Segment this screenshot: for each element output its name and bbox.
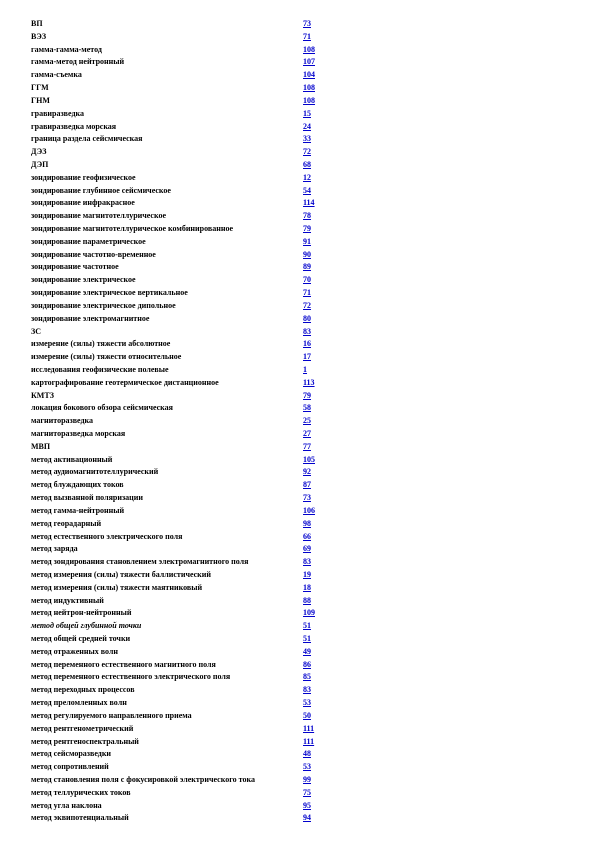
index-term: гамма-метод нейтронный xyxy=(31,57,125,67)
index-row xyxy=(31,121,331,134)
index-row xyxy=(31,620,331,633)
index-row xyxy=(31,736,331,749)
page-link[interactable]: 27 xyxy=(303,429,311,438)
page-link[interactable]: 66 xyxy=(303,531,311,541)
index-term: метод нейтрон-нейтронный xyxy=(31,608,132,618)
index-term: метод индуктивный xyxy=(31,595,104,605)
page-link[interactable]: 18 xyxy=(303,582,311,592)
index-row xyxy=(31,569,331,582)
index-term: измерение (силы) тяжести абсолютное xyxy=(31,339,171,349)
index-row xyxy=(31,390,331,403)
index-term: метод преломленных волн xyxy=(31,698,127,708)
page-link[interactable]: 71 xyxy=(303,288,311,298)
page-link[interactable]: 16 xyxy=(303,339,311,349)
page-link[interactable]: 87 xyxy=(303,480,311,490)
index-term: картографирование геотермическое дистанционное xyxy=(31,377,219,387)
page-link[interactable]: 24 xyxy=(303,121,311,131)
page-link[interactable]: 72 xyxy=(303,147,311,157)
index-row xyxy=(31,172,331,185)
page-link[interactable]: 79 xyxy=(303,390,311,400)
page-link[interactable]: 88 xyxy=(303,595,311,605)
index-term: метод вызванной поляризации xyxy=(31,493,143,503)
index-term: метод сопротивлений xyxy=(31,762,109,772)
page-link[interactable]: 83 xyxy=(303,685,311,695)
page-link[interactable]: 19 xyxy=(303,569,311,579)
page-link[interactable]: 12 xyxy=(303,172,311,182)
index-term: ГНМ xyxy=(31,95,50,105)
index-row xyxy=(31,454,331,467)
index-term: метод аудиомагнитотеллурический xyxy=(31,467,159,477)
page-link[interactable]: 73 xyxy=(303,493,311,503)
index-term: метод становления поля с фокусировкой электрического тока xyxy=(31,774,255,784)
page-link[interactable]: 1 xyxy=(303,364,307,374)
index-term: метод гамма-нейтронный xyxy=(31,505,125,515)
index-term: магниторазведка морская xyxy=(31,429,126,438)
index-term: зондирование электрическое дипольное xyxy=(31,300,176,310)
index-row xyxy=(31,646,331,659)
index-term: зондирование электрическое xyxy=(31,275,136,285)
index-row xyxy=(31,210,331,223)
page-link[interactable]: 98 xyxy=(303,518,311,528)
index-term: гамма-гамма-метод xyxy=(31,44,102,54)
index-term: метод зондирования становлением электромагнитного поля xyxy=(31,557,249,567)
index-term: метод общей глубинной точки xyxy=(31,621,142,631)
page-link[interactable]: 83 xyxy=(303,557,311,567)
index-row xyxy=(31,338,331,351)
index-term: измерение (силы) тяжести относительное xyxy=(31,352,182,362)
page-link[interactable]: 86 xyxy=(303,659,311,669)
page-link[interactable]: 72 xyxy=(303,300,311,310)
index-term: метод естественного электрического поля xyxy=(31,531,183,541)
index-row xyxy=(31,287,331,300)
index-row xyxy=(31,595,331,608)
index-term: метод сейсморазведки xyxy=(31,749,112,759)
index-row xyxy=(31,518,331,531)
index-row xyxy=(31,684,331,697)
index-row xyxy=(31,364,331,377)
index-term: ЗС xyxy=(31,326,41,336)
index-term: ДЭП xyxy=(31,159,49,169)
index-term: магниторазведка xyxy=(31,416,94,426)
index-row xyxy=(31,441,331,454)
index-row xyxy=(31,326,331,339)
page-link[interactable]: 17 xyxy=(303,352,311,362)
index-term: гравиразведка морская xyxy=(31,121,117,131)
index-term: локация бокового обзора сейсмическая xyxy=(31,403,173,413)
index-term: метод блуждающих токов xyxy=(31,480,124,490)
index-term: гравиразведка xyxy=(31,108,84,118)
index-term: метод активационный xyxy=(31,454,113,464)
index-term: ГГМ xyxy=(31,83,49,93)
index-row xyxy=(31,466,331,479)
index-row xyxy=(31,697,331,710)
page-link[interactable]: 58 xyxy=(303,403,311,413)
index-row xyxy=(31,505,331,518)
page-link[interactable]: 95 xyxy=(303,800,311,810)
index-row xyxy=(31,787,331,800)
index-row xyxy=(31,261,331,274)
index-term: МВП xyxy=(31,441,51,451)
page-link[interactable]: 53 xyxy=(303,698,311,708)
index-term: ДЭЗ xyxy=(31,147,47,157)
index-term: метод угла наклона xyxy=(31,800,102,810)
page-link[interactable]: 107 xyxy=(303,57,315,67)
index-term: метод регулируемого направленного приема xyxy=(31,710,192,720)
index-list xyxy=(31,18,331,825)
page-link[interactable]: 114 xyxy=(303,198,315,208)
index-term: метод общей средней точки xyxy=(31,634,131,643)
index-row xyxy=(31,300,331,313)
index-term: метод теллурических токов xyxy=(31,787,131,797)
page-link[interactable]: 33 xyxy=(303,134,311,144)
index-term: метод рентгенометрический xyxy=(31,723,134,733)
page-link[interactable]: 105 xyxy=(303,454,315,464)
page-link[interactable]: 77 xyxy=(303,441,311,451)
index-row xyxy=(31,582,331,595)
index-term: ВЭЗ xyxy=(31,31,47,41)
index-term: исследования геофизические полевые xyxy=(31,364,169,374)
index-term: зондирование геофизическое xyxy=(31,172,136,182)
page-link[interactable]: 104 xyxy=(303,70,315,80)
index-row xyxy=(31,82,331,95)
page-link[interactable]: 51 xyxy=(303,621,311,631)
page-link[interactable]: 25 xyxy=(303,416,311,426)
index-row xyxy=(31,402,331,415)
index-row xyxy=(31,428,331,441)
index-row xyxy=(31,671,331,684)
page-link[interactable]: 80 xyxy=(303,313,311,323)
index-row xyxy=(31,812,331,825)
index-row xyxy=(31,313,331,326)
page-link[interactable]: 91 xyxy=(303,236,311,246)
page-link[interactable]: 50 xyxy=(303,710,311,720)
page-link[interactable]: 108 xyxy=(303,44,315,54)
index-row xyxy=(31,556,331,569)
index-term: зондирование магнитотеллурическое комбинированное xyxy=(31,224,233,233)
page-link[interactable]: 71 xyxy=(303,31,311,41)
index-row xyxy=(31,274,331,287)
page-link[interactable]: 83 xyxy=(303,326,311,336)
page-link[interactable]: 99 xyxy=(303,774,311,784)
page-link[interactable]: 113 xyxy=(303,377,315,387)
index-row xyxy=(31,31,331,44)
index-term: зондирование электрическое вертикальное xyxy=(31,288,188,298)
index-row xyxy=(31,351,331,364)
index-row xyxy=(31,377,331,390)
index-row xyxy=(31,723,331,736)
page-link[interactable]: 109 xyxy=(303,608,315,618)
index-term: метод эквипотенциальный xyxy=(31,813,129,823)
page-link[interactable]: 49 xyxy=(303,646,311,656)
index-row xyxy=(31,531,331,544)
page-link[interactable]: 48 xyxy=(303,749,311,759)
index-term: зондирование параметрическое xyxy=(31,236,146,246)
index-term: зондирование электромагнитное xyxy=(31,313,150,323)
index-row xyxy=(31,185,331,198)
page-link[interactable]: 68 xyxy=(303,159,311,169)
index-row xyxy=(31,108,331,121)
index-row xyxy=(31,197,331,210)
index-row xyxy=(31,133,331,146)
page-link[interactable]: 53 xyxy=(303,762,311,772)
page-link[interactable]: 75 xyxy=(303,787,311,797)
page-link[interactable]: 90 xyxy=(303,249,311,259)
index-term: гамма-съемка xyxy=(31,70,82,80)
index-row xyxy=(31,748,331,761)
index-term: метод переменного естественного электрического поля xyxy=(31,672,231,682)
index-term: метод отраженных волн xyxy=(31,646,118,656)
index-row xyxy=(31,223,331,236)
index-row xyxy=(31,18,331,31)
index-row xyxy=(31,95,331,108)
page-link[interactable]: 73 xyxy=(303,19,311,28)
page-link[interactable]: 106 xyxy=(303,505,315,515)
index-term: граница раздела сейсмическая xyxy=(31,134,143,144)
page-link[interactable]: 92 xyxy=(303,467,311,477)
index-row xyxy=(31,543,331,556)
page-link[interactable]: 54 xyxy=(303,185,311,195)
index-term: метод переходных процессов xyxy=(31,685,135,695)
index-term: зондирование магнитотеллурическое xyxy=(31,211,167,221)
index-term: метод измерения (силы) тяжести маятниковый xyxy=(31,582,203,592)
page-link[interactable]: 51 xyxy=(303,634,311,643)
index-row xyxy=(31,415,331,428)
index-row xyxy=(31,710,331,723)
page-link[interactable]: 79 xyxy=(303,224,311,233)
index-term: зондирование частотно-временное xyxy=(31,249,156,259)
index-row xyxy=(31,159,331,172)
index-term: зондирование инфракрасное xyxy=(31,198,135,208)
index-row xyxy=(31,492,331,505)
index-row xyxy=(31,659,331,672)
page-link[interactable]: 89 xyxy=(303,262,311,272)
index-term: зондирование частотное xyxy=(31,262,119,272)
index-row xyxy=(31,56,331,69)
index-term: метод георадарный xyxy=(31,518,102,528)
index-row xyxy=(31,249,331,262)
index-term: метод переменного естественного магнитного поля xyxy=(31,659,216,669)
page-link[interactable]: 94 xyxy=(303,813,311,823)
page-link[interactable]: 108 xyxy=(303,83,315,93)
index-row xyxy=(31,146,331,159)
index-term: ВП xyxy=(31,19,43,28)
index-term: метод рентгеноспектральный xyxy=(31,736,139,746)
index-row xyxy=(31,761,331,774)
page-link[interactable]: 70 xyxy=(303,275,311,285)
page-link[interactable]: 108 xyxy=(303,95,315,105)
page-link[interactable]: 69 xyxy=(303,544,311,554)
index-row xyxy=(31,774,331,787)
page-link[interactable]: 111 xyxy=(303,723,315,733)
index-term: зондирование глубинное сейсмическое xyxy=(31,185,171,195)
page-link[interactable]: 111 xyxy=(303,736,315,746)
index-row xyxy=(31,607,331,620)
page-link[interactable]: 15 xyxy=(303,108,311,118)
index-row xyxy=(31,236,331,249)
page-link[interactable]: 85 xyxy=(303,672,311,682)
index-row xyxy=(31,479,331,492)
index-row xyxy=(31,633,331,646)
index-term: метод измерения (силы) тяжести баллистический xyxy=(31,569,211,579)
page-link[interactable]: 78 xyxy=(303,211,311,221)
index-row xyxy=(31,800,331,813)
index-term: КМТЗ xyxy=(31,390,54,400)
index-row xyxy=(31,69,331,82)
index-row xyxy=(31,44,331,57)
index-term: метод заряда xyxy=(31,544,78,554)
